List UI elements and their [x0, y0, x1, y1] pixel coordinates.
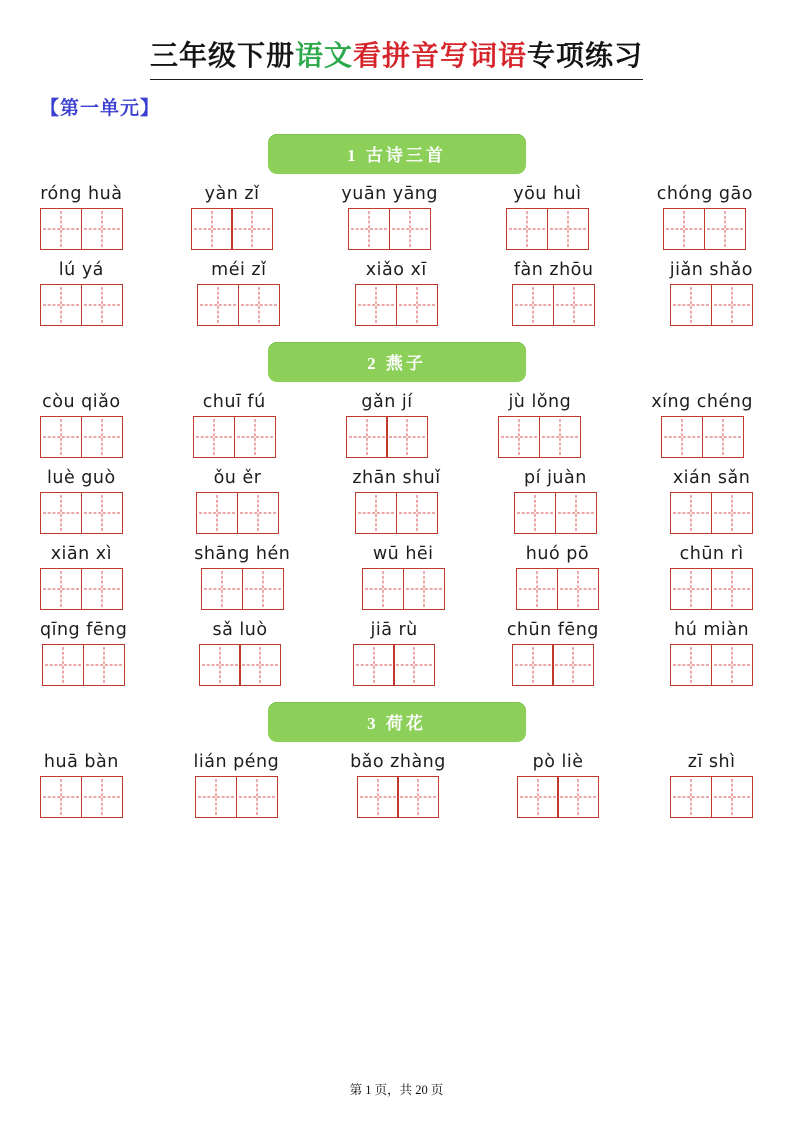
lesson-section [40, 702, 753, 818]
word-cell [40, 184, 123, 250]
lesson-banner: 3 荷花 [268, 702, 526, 742]
pinyin-label: méi zǐ [211, 260, 267, 280]
tianzige-group[interactable] [506, 208, 589, 250]
pinyin-label: xiǎo xī [365, 260, 427, 280]
pinyin-label: gǎn jí [361, 392, 413, 412]
tianzige-box[interactable] [238, 284, 280, 326]
tianzige-box[interactable] [403, 568, 445, 610]
tianzige-box[interactable] [40, 208, 82, 250]
tianzige-box[interactable] [396, 492, 438, 534]
tianzige-group[interactable] [197, 284, 280, 326]
word-cell [670, 260, 753, 326]
word-row [40, 620, 753, 686]
tianzige-box[interactable] [661, 416, 703, 458]
word-cell [346, 392, 429, 458]
lesson-banner-row [40, 342, 753, 382]
pinyin-label: xián sǎn [672, 468, 751, 488]
tianzige-box[interactable] [711, 284, 753, 326]
word-cell [40, 544, 123, 610]
tianzige-group[interactable] [353, 644, 436, 686]
word-cell [670, 468, 753, 534]
tianzige-group[interactable] [661, 416, 744, 458]
pinyin-label: róng huà [40, 184, 123, 204]
word-cell [194, 752, 280, 818]
tianzige-box[interactable] [552, 644, 594, 686]
tianzige-box[interactable] [357, 776, 399, 818]
tianzige-box[interactable] [40, 492, 82, 534]
tianzige-box[interactable] [711, 492, 753, 534]
tianzige-box[interactable] [517, 776, 559, 818]
word-cell [191, 184, 274, 250]
tianzige-group[interactable] [42, 644, 125, 686]
tianzige-box[interactable] [40, 776, 82, 818]
tianzige-box[interactable] [40, 284, 82, 326]
tianzige-box[interactable] [346, 416, 388, 458]
tianzige-box[interactable] [40, 416, 82, 458]
tianzige-box[interactable] [40, 568, 82, 610]
tianzige-box[interactable] [393, 644, 435, 686]
pinyin-label: lú yá [58, 260, 104, 280]
tianzige-group[interactable] [195, 776, 278, 818]
pinyin-label: jù lǒng [508, 392, 572, 412]
word-cell [197, 260, 280, 326]
title-part-3: 专项练习 [527, 41, 644, 72]
pinyin-label: xíng chéng [651, 392, 753, 412]
unit-label: 【第一单元】 [40, 98, 161, 119]
tianzige-box[interactable] [670, 568, 712, 610]
tianzige-group[interactable] [40, 776, 123, 818]
tianzige-box[interactable] [83, 644, 125, 686]
word-cell [193, 392, 276, 458]
pinyin-label: huó pō [525, 544, 590, 564]
tianzige-box[interactable] [670, 644, 712, 686]
pinyin-label: qīng fēng [40, 620, 128, 640]
tianzige-box[interactable] [704, 208, 746, 250]
tianzige-box[interactable] [231, 208, 273, 250]
pinyin-label: bǎo zhàng [350, 752, 446, 772]
tianzige-group[interactable] [516, 568, 599, 610]
tianzige-group[interactable] [348, 208, 431, 250]
lesson-banner-row [40, 702, 753, 742]
tianzige-box[interactable] [42, 644, 84, 686]
pinyin-label: jiā rù [370, 620, 418, 640]
tianzige-box[interactable] [193, 416, 235, 458]
word-cell [657, 184, 753, 250]
tianzige-group[interactable] [670, 284, 753, 326]
tianzige-box[interactable] [239, 644, 281, 686]
tianzige-box[interactable] [512, 284, 554, 326]
lesson-banner: 1 古诗三首 [268, 134, 526, 174]
tianzige-box[interactable] [81, 776, 123, 818]
lesson-section [40, 134, 753, 326]
tianzige-box[interactable] [711, 776, 753, 818]
tianzige-box[interactable] [355, 284, 397, 326]
word-row [40, 752, 753, 818]
tianzige-group[interactable] [355, 492, 438, 534]
word-row [40, 392, 753, 458]
tianzige-group[interactable] [670, 568, 753, 610]
tianzige-box[interactable] [197, 284, 239, 326]
word-cell [512, 260, 595, 326]
tianzige-box[interactable] [81, 208, 123, 250]
word-cell [196, 468, 279, 534]
tianzige-box[interactable] [516, 568, 558, 610]
tianzige-box[interactable] [670, 492, 712, 534]
tianzige-box[interactable] [81, 492, 123, 534]
tianzige-group[interactable] [355, 284, 438, 326]
tianzige-box[interactable] [557, 568, 599, 610]
tianzige-box[interactable] [670, 776, 712, 818]
tianzige-box[interactable] [547, 208, 589, 250]
pinyin-label: wū hēi [372, 544, 434, 564]
tianzige-group[interactable] [663, 208, 746, 250]
tianzige-group[interactable] [670, 492, 753, 534]
pinyin-label: pò liè [532, 752, 584, 772]
word-row [40, 468, 753, 534]
tianzige-box[interactable] [199, 644, 241, 686]
title-part-1: 语文 [294, 41, 353, 72]
word-cell [40, 260, 123, 326]
tianzige-group[interactable] [498, 416, 581, 458]
word-cell [341, 184, 438, 250]
tianzige-box[interactable] [353, 644, 395, 686]
tianzige-group[interactable] [346, 416, 429, 458]
tianzige-box[interactable] [81, 416, 123, 458]
tianzige-box[interactable] [355, 492, 397, 534]
title-part-2: 看拼音写词语 [353, 41, 528, 72]
tianzige-box[interactable] [711, 568, 753, 610]
tianzige-box[interactable] [242, 568, 284, 610]
word-cell [40, 392, 123, 458]
page-title [150, 34, 643, 80]
tianzige-box[interactable] [201, 568, 243, 610]
word-cell [350, 752, 446, 818]
lessons-container [40, 134, 753, 818]
pinyin-label: lián péng [193, 752, 280, 772]
tianzige-group[interactable] [517, 776, 600, 818]
pinyin-label: huā bàn [43, 752, 119, 772]
tianzige-box[interactable] [557, 776, 599, 818]
lesson-section [40, 342, 753, 686]
word-cell [362, 544, 445, 610]
tianzige-group[interactable] [670, 644, 753, 686]
tianzige-group[interactable] [362, 568, 445, 610]
word-cell [194, 544, 290, 610]
tianzige-box[interactable] [553, 284, 595, 326]
word-row [40, 544, 753, 610]
tianzige-group[interactable] [191, 208, 274, 250]
tianzige-box[interactable] [711, 644, 753, 686]
word-cell [506, 184, 589, 250]
tianzige-box[interactable] [397, 776, 439, 818]
word-cell [517, 752, 600, 818]
pinyin-label: fàn zhōu [513, 260, 594, 280]
tianzige-box[interactable] [514, 492, 556, 534]
pinyin-label: chūn fēng [506, 620, 599, 640]
lesson-banner-row [40, 134, 753, 174]
word-cell [40, 620, 127, 686]
pinyin-label: chóng gāo [656, 184, 753, 204]
tianzige-box[interactable] [237, 492, 279, 534]
tianzige-group[interactable] [512, 644, 595, 686]
tianzige-group[interactable] [670, 776, 753, 818]
word-cell [516, 544, 599, 610]
tianzige-group[interactable] [40, 284, 123, 326]
tianzige-group[interactable] [40, 568, 123, 610]
tianzige-box[interactable] [555, 492, 597, 534]
tianzige-group[interactable] [196, 492, 279, 534]
tianzige-group[interactable] [40, 492, 123, 534]
tianzige-box[interactable] [81, 568, 123, 610]
page-title-wrap [40, 34, 753, 80]
pinyin-label: ǒu ěr [213, 468, 262, 488]
pinyin-label: hú miàn [674, 620, 750, 640]
pinyin-label: luè guò [47, 468, 116, 488]
pinyin-label: shāng hén [194, 544, 291, 564]
word-cell [199, 620, 282, 686]
lesson-banner: 2 燕子 [268, 342, 526, 382]
tianzige-group[interactable] [199, 644, 282, 686]
pinyin-label: sǎ luò [212, 620, 268, 640]
tianzige-box[interactable] [234, 416, 276, 458]
word-cell [352, 468, 440, 534]
tianzige-group[interactable] [512, 284, 595, 326]
pinyin-label: yōu huì [513, 184, 582, 204]
pinyin-label: pí juàn [524, 468, 587, 488]
tianzige-group[interactable] [514, 492, 597, 534]
word-cell [507, 620, 599, 686]
tianzige-box[interactable] [196, 492, 238, 534]
tianzige-box[interactable] [670, 284, 712, 326]
word-row [40, 184, 753, 250]
tianzige-box[interactable] [191, 208, 233, 250]
pinyin-label: xiān xì [50, 544, 113, 564]
tianzige-box[interactable] [512, 644, 554, 686]
tianzige-box[interactable] [348, 208, 390, 250]
tianzige-group[interactable] [193, 416, 276, 458]
pinyin-label: chuī fú [202, 392, 266, 412]
tianzige-box[interactable] [81, 284, 123, 326]
tianzige-box[interactable] [396, 284, 438, 326]
tianzige-box[interactable] [702, 416, 744, 458]
pinyin-label: chūn rì [679, 544, 744, 564]
tianzige-group[interactable] [40, 208, 123, 250]
word-cell [670, 620, 753, 686]
word-cell [498, 392, 581, 458]
tianzige-box[interactable] [236, 776, 278, 818]
tianzige-box[interactable] [362, 568, 404, 610]
word-cell [353, 620, 436, 686]
tianzige-group[interactable] [201, 568, 284, 610]
tianzige-box[interactable] [663, 208, 705, 250]
tianzige-group[interactable] [40, 416, 123, 458]
pinyin-label: zhān shuǐ [352, 468, 441, 488]
pinyin-label: yàn zǐ [204, 184, 260, 204]
tianzige-box[interactable] [506, 208, 548, 250]
pinyin-label: zī shì [687, 752, 736, 772]
word-cell [670, 752, 753, 818]
title-part-0: 三年级下册 [149, 41, 295, 72]
tianzige-box[interactable] [498, 416, 540, 458]
word-row [40, 260, 753, 326]
pinyin-label: yuān yāng [341, 184, 439, 204]
tianzige-box[interactable] [195, 776, 237, 818]
word-cell [651, 392, 753, 458]
tianzige-box[interactable] [389, 208, 431, 250]
pinyin-label: jiǎn shǎo [669, 260, 753, 280]
tianzige-group[interactable] [357, 776, 440, 818]
word-cell [670, 544, 753, 610]
word-cell [514, 468, 597, 534]
word-cell [40, 752, 123, 818]
pinyin-label: còu qiǎo [42, 392, 121, 412]
tianzige-box[interactable] [386, 416, 428, 458]
word-cell [40, 468, 123, 534]
word-cell [355, 260, 438, 326]
tianzige-box[interactable] [539, 416, 581, 458]
page-footer: 第 1 页，共 20 页 [349, 1083, 444, 1097]
